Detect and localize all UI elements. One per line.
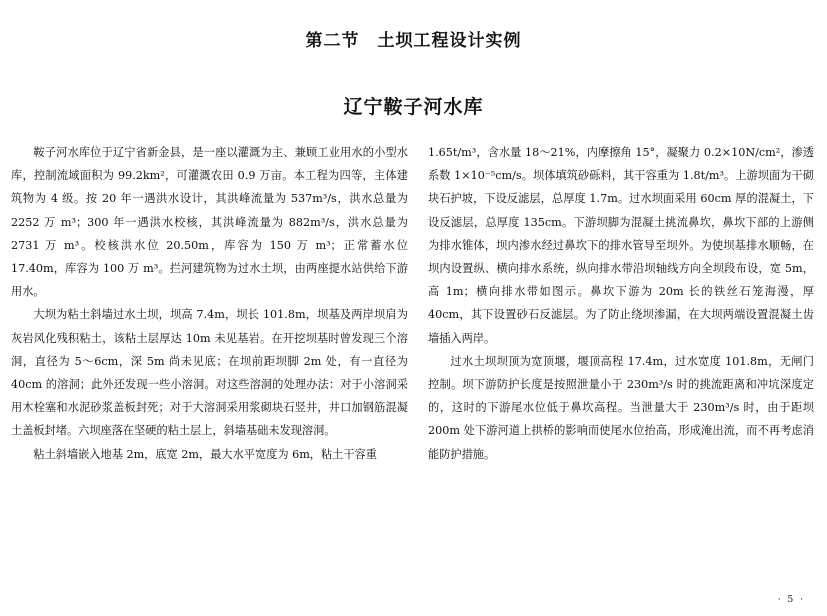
paragraph: 鞍子河水库位于辽宁省新金县，是一座以灌溉为主、兼顾工业用水的小型水库，控制流域面积为 99.2km²，可灌溉农田 0.9 万亩。本工程为四等，主体建筑物为 4 级。按 20 年一遇洪水设计，其洪峰流量为 537m³/s，洪水总量为 2252 万 m³；300 年一遇洪水校核，其洪峰流量为 882m³/s，洪水总量为 2731 万 m³。校核洪水位 20.50m，库容为 150 万 m³；正常蓄水位 17.40m，库容为 100 万 m³。拦河建筑物为过水土坝，由两座提水站供给下游用水。 bbox=[11, 146, 408, 299]
paragraph-continued: 1.65t/m³，含水量 18～21%，内摩擦角 15°，凝聚力 0.2×10N/cm²，渗透系数 1×10⁻⁵cm/s。坝体填筑砂砾料，其干容重为 1.8t/m³。上游坝面为干砌块石护坡，下设反滤层，总厚度 1.7m。过水坝面采用 60cm 厚的混凝土，下设反滤层，总厚度 135cm。下游坝脚为混凝土挑流鼻坎，鼻坎下部的上游侧为排水锥体，坝内渗水经过鼻坎下的排水管导至坝外。为使坝基排水顺畅，在坝内设置纵、横向排水系统，纵向排水带沿坝轴线方向全坝段布设，宽 5m，高 1m；横向排水带如图示。鼻坎下游为 20m 长的铁丝石笼海漫，厚 40cm，其下设置砂石反滤层。为了防止绕坝渗漏，在大坝两端设置混凝土齿墙插入两岸。 bbox=[428, 146, 814, 345]
right-column bbox=[428, 141, 814, 481]
page-number: · 5 · bbox=[777, 595, 805, 605]
article-title: 辽宁鞍子河水库 bbox=[343, 96, 484, 118]
paragraph: 大坝为粘土斜墙过水土坝，坝高 7.4m，坝长 101.8m，坝基及两岸坝肩为灰岩风化残积粘土，该粘土层厚达 10m 未见基岩。在开挖坝基时曾发现三个溶洞，直径为 5～6cm，深 5m 尚未见底；在坝前距坝脚 2m 处，有一直径为 40cm 的溶洞；此外还发现一些小溶洞。对这些溶洞的处理办法：对于小溶洞采用木栓塞和水泥砂浆盖板封死；对于大溶洞采用浆砌块石竖井，井口加钢筋混凝土盖板封堵。六坝座落在坚硬的粘土层上，斜墙基础未发现溶洞。 bbox=[11, 308, 408, 438]
left-column bbox=[11, 141, 408, 506]
section-title: 第二节 土坝工程设计实例 bbox=[305, 31, 522, 51]
paragraph: 过水土坝坝顶为宽顶堰，堰顶高程 17.4m，过水宽度 101.8m，无闸门控制。坝下游防护长度是按照泄量小于 230m³/s 时的挑流距离和冲坑深度定的，这时的下游尾水位低于鼻坎高程。当泄量大于 230m³/s 时，由于距坝 200m 处下游河道上拱桥的影响而使尾水位抬高，形成淹出流，而不再考虑消能防护措施。 bbox=[428, 354, 814, 461]
paragraph: 粘土斜墙嵌入地基 2m，底宽 2m，最大水平宽度为 6m，粘土干容重 bbox=[33, 447, 377, 461]
